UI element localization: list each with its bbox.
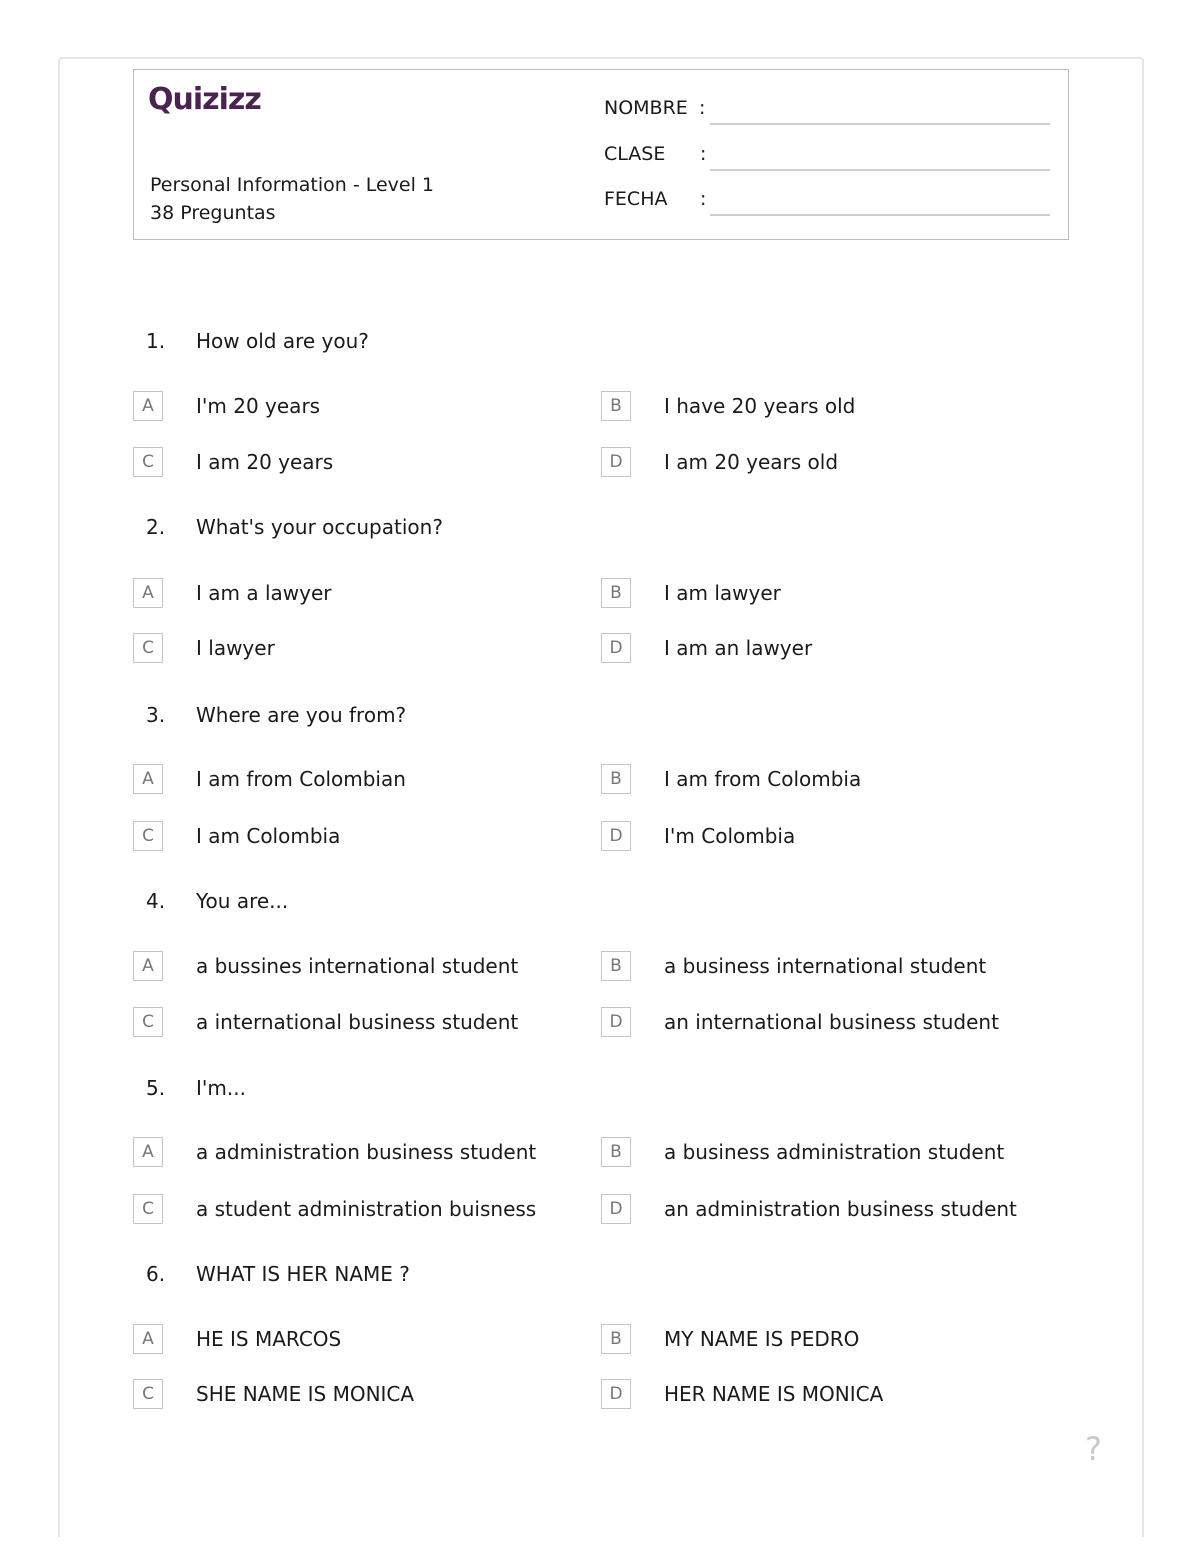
option-text: I am 20 years bbox=[196, 450, 334, 474]
option-letter-badge: D bbox=[601, 633, 631, 663]
question-text: I'm... bbox=[196, 1076, 246, 1100]
q2-option-c[interactable] bbox=[133, 633, 573, 665]
option-text: I am from Colombian bbox=[196, 767, 406, 791]
option-text: HE IS MARCOS bbox=[196, 1327, 342, 1351]
option-letter-badge: C bbox=[133, 821, 163, 851]
option-text: an international business student bbox=[664, 1010, 999, 1034]
q3-option-c[interactable] bbox=[133, 821, 573, 853]
date-field-line[interactable] bbox=[710, 214, 1050, 216]
option-letter-badge: C bbox=[133, 1007, 163, 1037]
date-field-label: FECHA bbox=[604, 188, 668, 210]
option-letter-badge: B bbox=[601, 951, 631, 981]
option-letter-badge: C bbox=[133, 447, 163, 477]
q6-option-d[interactable] bbox=[601, 1379, 1041, 1411]
question-number: 2. bbox=[146, 515, 166, 539]
option-text: a business administration student bbox=[664, 1140, 1005, 1164]
q4-option-a[interactable] bbox=[133, 951, 573, 983]
option-text: an administration business student bbox=[664, 1197, 1017, 1221]
class-field-line[interactable] bbox=[710, 169, 1050, 171]
question-text: What's your occupation? bbox=[196, 515, 443, 539]
option-text: I am an lawyer bbox=[664, 636, 813, 660]
name-field-line[interactable] bbox=[710, 123, 1050, 125]
option-letter-badge: A bbox=[133, 391, 163, 421]
quiz-title: Personal Information - Level 1 bbox=[150, 174, 435, 196]
class-field-colon: : bbox=[700, 143, 707, 165]
worksheet-page bbox=[58, 57, 1144, 1537]
option-letter-badge: B bbox=[601, 391, 631, 421]
q5-option-c[interactable] bbox=[133, 1194, 573, 1226]
question-number: 5. bbox=[146, 1076, 166, 1100]
option-letter-badge: C bbox=[133, 1194, 163, 1224]
option-letter-badge: D bbox=[601, 821, 631, 851]
name-field-label: NOMBRE bbox=[604, 97, 688, 119]
question-text: How old are you? bbox=[196, 329, 369, 353]
option-letter-badge: B bbox=[601, 764, 631, 794]
option-letter-badge: A bbox=[133, 951, 163, 981]
q3-option-a[interactable] bbox=[133, 764, 573, 796]
class-field[interactable] bbox=[604, 143, 1054, 173]
question-number: 4. bbox=[146, 889, 166, 913]
q1-option-b[interactable] bbox=[601, 391, 1041, 423]
option-letter-badge: D bbox=[601, 1007, 631, 1037]
question-mark-icon[interactable]: ? bbox=[1085, 1430, 1102, 1468]
q4-option-d[interactable] bbox=[601, 1007, 1041, 1039]
option-text: HER NAME IS MONICA bbox=[664, 1382, 884, 1406]
option-text: I am from Colombia bbox=[664, 767, 862, 791]
date-field-colon: : bbox=[700, 188, 707, 210]
option-letter-badge: B bbox=[601, 1324, 631, 1354]
option-letter-badge: D bbox=[601, 447, 631, 477]
q3-option-b[interactable] bbox=[601, 764, 1041, 796]
option-letter-badge: C bbox=[133, 633, 163, 663]
option-text: I'm Colombia bbox=[664, 824, 796, 848]
question-number: 1. bbox=[146, 329, 166, 353]
name-field[interactable] bbox=[604, 97, 1054, 127]
option-text: I lawyer bbox=[196, 636, 275, 660]
q5-option-b[interactable] bbox=[601, 1137, 1041, 1169]
name-field-colon: : bbox=[699, 97, 706, 119]
q1-option-a[interactable] bbox=[133, 391, 573, 423]
q4-option-c[interactable] bbox=[133, 1007, 573, 1039]
q5-option-a[interactable] bbox=[133, 1137, 573, 1169]
option-letter-badge: B bbox=[601, 578, 631, 608]
date-field[interactable] bbox=[604, 188, 1054, 218]
option-letter-badge: D bbox=[601, 1379, 631, 1409]
q6-option-a[interactable] bbox=[133, 1324, 573, 1356]
option-text: I'm 20 years bbox=[196, 394, 321, 418]
option-letter-badge: A bbox=[133, 764, 163, 794]
option-text: I am lawyer bbox=[664, 581, 781, 605]
option-text: a administration business student bbox=[196, 1140, 537, 1164]
q2-option-a[interactable] bbox=[133, 578, 573, 610]
quizizz-logo: Quizizz bbox=[148, 82, 261, 117]
option-letter-badge: A bbox=[133, 578, 163, 608]
option-text: I am Colombia bbox=[196, 824, 341, 848]
q6-option-b[interactable] bbox=[601, 1324, 1041, 1356]
question-text: Where are you from? bbox=[196, 703, 407, 727]
option-text: SHE NAME IS MONICA bbox=[196, 1382, 415, 1406]
option-letter-badge: B bbox=[601, 1137, 631, 1167]
option-text: a international business student bbox=[196, 1010, 519, 1034]
q1-option-c[interactable] bbox=[133, 447, 573, 479]
option-text: a business international student bbox=[664, 954, 987, 978]
option-text: a bussines international student bbox=[196, 954, 519, 978]
question-count: 38 Preguntas bbox=[150, 202, 276, 224]
option-letter-badge: A bbox=[133, 1324, 163, 1354]
q4-option-b[interactable] bbox=[601, 951, 1041, 983]
option-letter-badge: A bbox=[133, 1137, 163, 1167]
question-number: 3. bbox=[146, 703, 166, 727]
option-text: a student administration buisness bbox=[196, 1197, 537, 1221]
option-text: I have 20 years old bbox=[664, 394, 856, 418]
option-letter-badge: C bbox=[133, 1379, 163, 1409]
question-text: You are... bbox=[196, 889, 289, 913]
q5-option-d[interactable] bbox=[601, 1194, 1041, 1226]
q2-option-b[interactable] bbox=[601, 578, 1041, 610]
option-text: I am 20 years old bbox=[664, 450, 839, 474]
worksheet-header bbox=[133, 69, 1069, 240]
option-letter-badge: D bbox=[601, 1194, 631, 1224]
class-field-label: CLASE bbox=[604, 143, 666, 165]
q1-option-d[interactable] bbox=[601, 447, 1041, 479]
q2-option-d[interactable] bbox=[601, 633, 1041, 665]
option-text: MY NAME IS PEDRO bbox=[664, 1327, 860, 1351]
option-text: I am a lawyer bbox=[196, 581, 332, 605]
q3-option-d[interactable] bbox=[601, 821, 1041, 853]
question-text: WHAT IS HER NAME ? bbox=[196, 1262, 410, 1286]
question-number: 6. bbox=[146, 1262, 166, 1286]
q6-option-c[interactable] bbox=[133, 1379, 573, 1411]
